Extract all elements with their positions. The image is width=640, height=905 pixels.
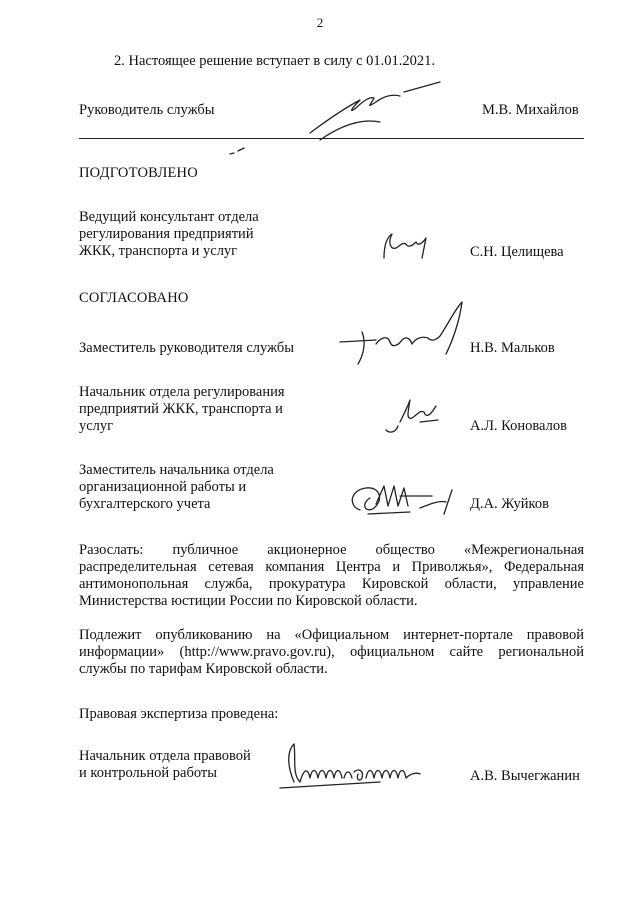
approver-3-title-line: бухгалтерского учета <box>79 496 211 512</box>
head-name: М.В. Михайлов <box>482 102 579 118</box>
approver-2-title-line: услуг <box>79 418 114 434</box>
approver-3-name: Д.А. Жуйков <box>470 496 549 512</box>
head-title: Руководитель службы <box>79 102 215 118</box>
legal-review-title-line: и контрольной работы <box>79 765 217 781</box>
prepared-signature <box>378 228 438 264</box>
stray-mark <box>228 146 248 158</box>
approver-1-name: Н.В. Мальков <box>470 340 555 356</box>
approver-3-title <box>79 462 319 513</box>
prepared-title-line: регулирования предприятий <box>79 226 254 242</box>
prepared-title <box>79 209 319 260</box>
approver-1-title: Заместитель руководителя службы <box>79 340 295 356</box>
prepared-name: С.Н. Целищева <box>470 244 564 260</box>
publication-text: Подлежит опубликованию на «Официальном интернет-портале правовой информации» (http://www.pravo.gov.ru), официальном сайте региональной службы по тарифам Кировской области. <box>79 627 584 677</box>
prepared-title-line: Ведущий консультант отдела <box>79 209 259 225</box>
legal-review-signature <box>270 738 450 798</box>
approver-2-signature <box>380 392 450 442</box>
approver-2-title-line: Начальник отдела регулирования <box>79 384 285 400</box>
clause-2: 2. Настоящее решение вступает в силу с 01.01.2021. <box>114 53 436 69</box>
approver-3-title-line: Заместитель начальника отдела <box>79 462 274 478</box>
prepared-heading: ПОДГОТОВЛЕНО <box>79 165 198 181</box>
legal-review-title-line: Начальник отдела правовой <box>79 748 251 764</box>
distribution-text: Разослать: публичное акционерное общество «Межрегиональная распределительная сетевая компания Центра и Приволжья», Федеральная антимонопольная служба, прокуратура Кировской области, управление Министерства юстиции России по Кировской области. <box>79 542 584 609</box>
approver-2-title <box>79 384 319 435</box>
legal-review-name: А.В. Вычегжанин <box>470 768 580 784</box>
prepared-title-line: ЖКК, транспорта и услуг <box>79 243 238 259</box>
page-number: 2 <box>316 15 324 30</box>
signature-divider <box>79 138 584 139</box>
approver-2-title-line: предприятий ЖКК, транспорта и <box>79 401 283 417</box>
approved-heading: СОГЛАСОВАНО <box>79 290 189 306</box>
approver-2-name: А.Л. Коновалов <box>470 418 567 434</box>
approver-3-title-line: организационной работы и <box>79 479 247 495</box>
legal-review-heading: Правовая экспертиза проведена: <box>79 706 279 722</box>
approver-1-signature <box>336 298 476 378</box>
approver-3-signature <box>340 474 470 524</box>
